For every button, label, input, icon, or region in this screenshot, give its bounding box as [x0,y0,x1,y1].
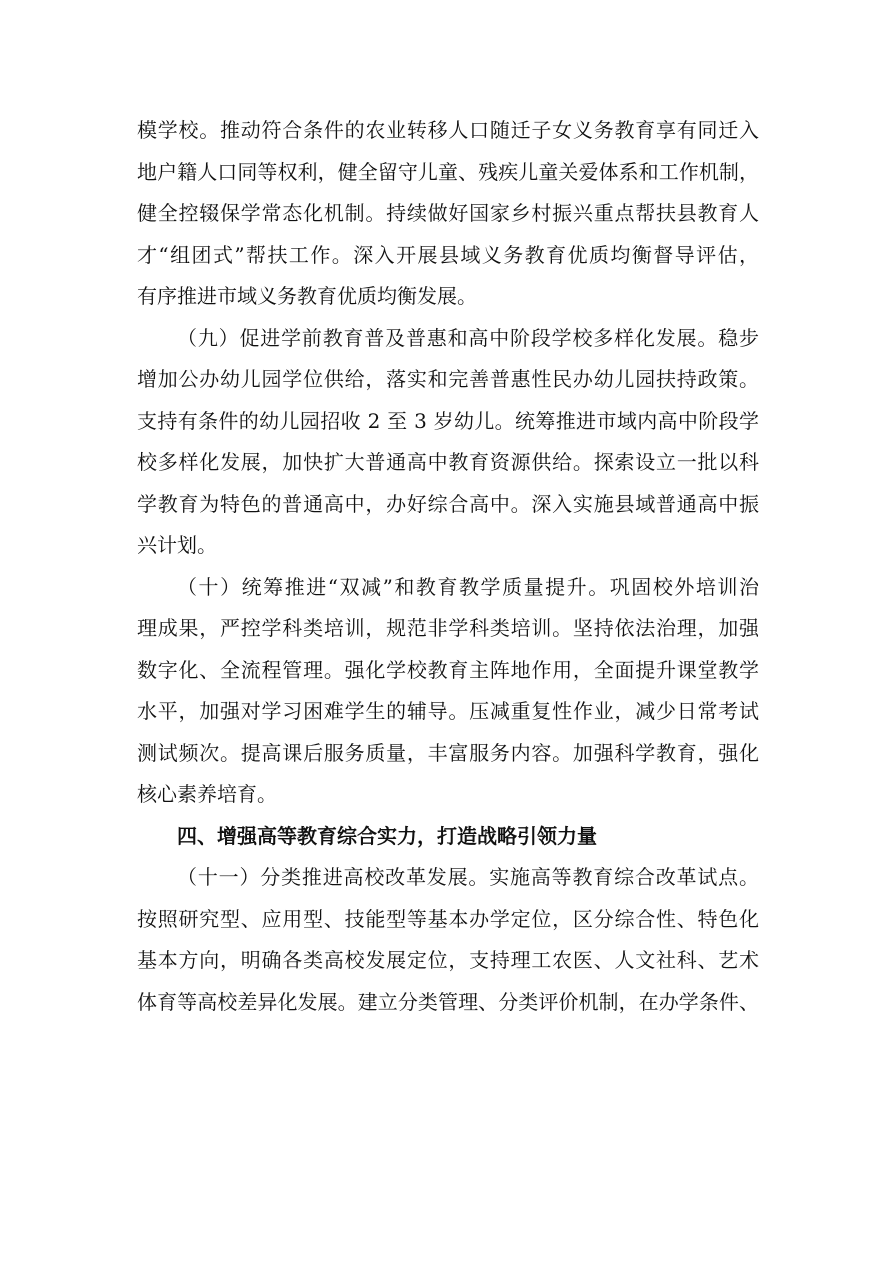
text-line: （十）统筹推进“双减”和教育教学质量提升。巩固校外培训治 [177,574,759,599]
text-line: 水平，加强对学习困难学生的辅导。压减重复性作业，减少日常考试 [137,699,759,723]
text-line: 基本方向，明确各类高校发展定位，支持理工农医、人文社科、艺术 [137,948,759,972]
section-heading-4 [137,816,759,858]
text-line: （九）促进学前教育普及普惠和高中阶段学校多样化发展。稳步 [177,325,759,350]
text-line: 按照研究型、应用型、技能型等基本办学定位，区分综合性、特色化 [137,906,759,931]
text-line: 健全控辍保学常态化机制。持续做好国家乡村振兴重点帮扶县教育人 [137,201,759,225]
text-line: 学教育为特色的普通高中，办好综合高中。深入实施县域普通高中振 [137,491,759,516]
text-line: 模学校。推动符合条件的农业转移人口随迁子女义务教育享有同迁入 [137,118,759,142]
text-line: 兴计划。 [137,533,217,557]
text-line: （十一）分类推进高校改革发展。实施高等教育综合改革试点。 [177,865,759,889]
document-body [137,110,759,1023]
text-line: 才“组团式”帮扶工作。深入开展县域义务教育优质均衡督导评估， [137,242,759,267]
paragraph-item-11 [137,857,759,1023]
paragraph-item-9 [137,318,759,567]
paragraph-item-10 [137,567,759,816]
text-line: 增加公办幼儿园学位供给，落实和完善普惠性民办幼儿园扶持政策。 [137,367,759,391]
text-line: 测试频次。提高课后服务质量，丰富服务内容。加强科学教育，强化 [137,740,759,765]
text-line: 有序推进市域义务教育优质均衡发展。 [137,284,477,308]
text-line: 校多样化发展，加快扩大普通高中教育资源供给。探索设立一批以科 [137,450,759,474]
paragraph-compulsory-education [137,110,759,318]
section-heading-text: 四、增强高等教育综合实力，打造战略引领力量 [177,823,597,848]
text-line: 数字化、全流程管理。强化学校教育主阵地作用，全面提升课堂教学 [137,657,759,682]
text-line: 地户籍人口同等权利，健全留守儿童、残疾儿童关爱体系和工作机制， [137,159,759,184]
text-line: 支持有条件的幼儿园招收 2 至 3 岁幼儿。统筹推进市域内高中阶段学 [137,408,759,433]
text-line: 理成果，严控学科类培训，规范非学科类培训。坚持依法治理，加强 [137,616,759,640]
text-line: 体育等高校差异化发展。建立分类管理、分类评价机制，在办学条件、 [137,989,759,1014]
text-line: 核心素养培育。 [137,782,277,806]
